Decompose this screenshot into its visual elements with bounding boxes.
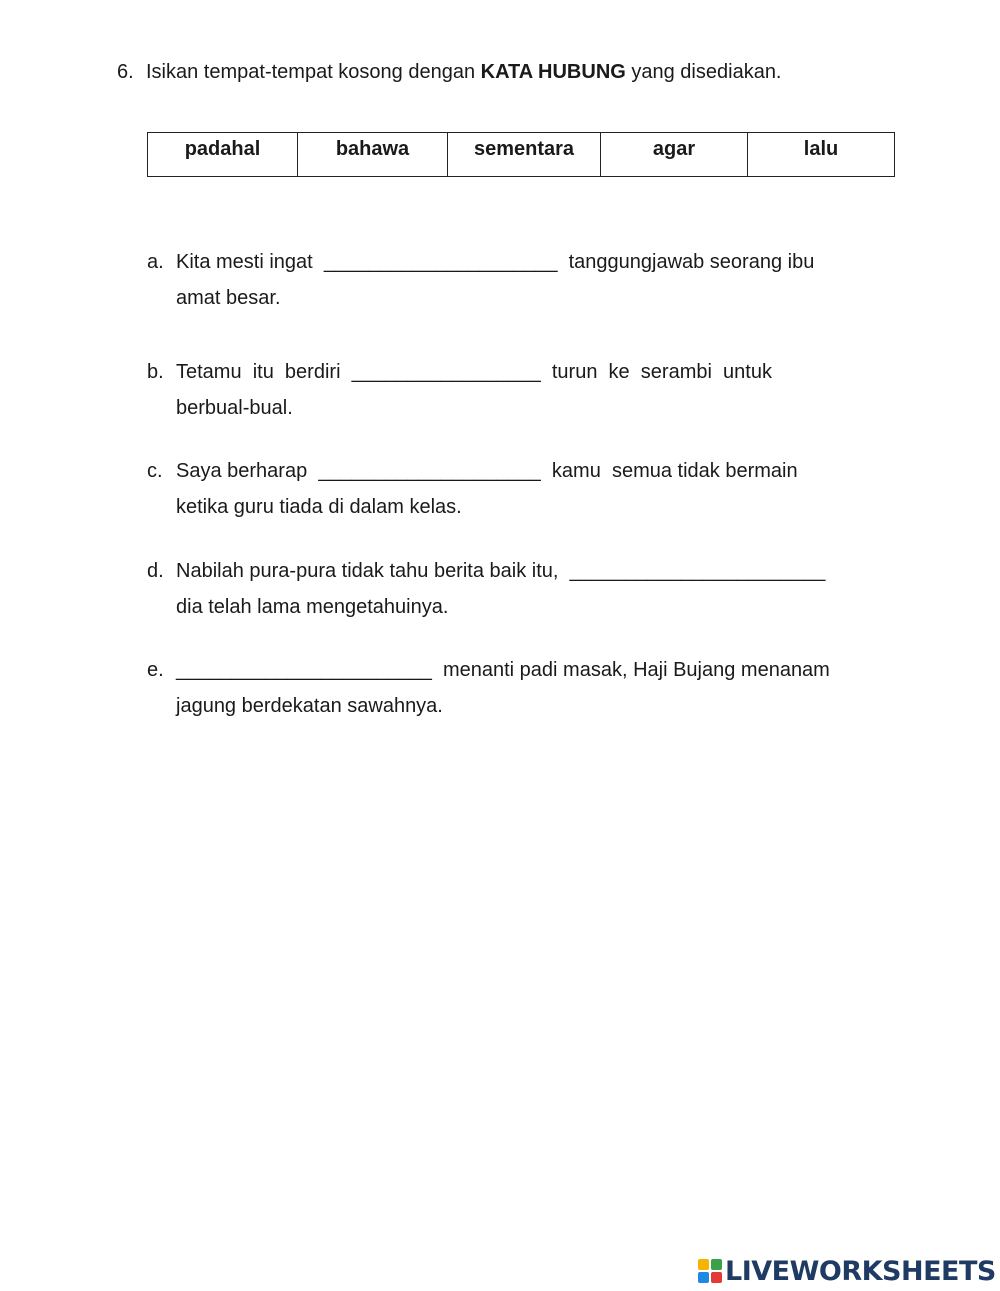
- word-bank-cell-padahal: padahal: [148, 133, 298, 177]
- item-continuation: ketika guru tiada di dalam kelas.: [176, 496, 462, 518]
- word-bank-cell-bahawa: bahawa: [298, 133, 448, 177]
- item-text-after: kamu semua tidak bermain: [551, 460, 798, 482]
- item-continuation: berbual-bual.: [176, 397, 293, 419]
- item-c: [147, 453, 798, 525]
- question-text-before: Isikan tempat-tempat kosong dengan: [146, 61, 481, 83]
- item-text-before: Kita mesti ingat: [176, 251, 313, 273]
- item-continuation: dia telah lama mengetahuinya.: [176, 596, 449, 618]
- logo-square-red: [711, 1272, 722, 1283]
- item-text-before: Tetamu itu berdiri: [176, 361, 341, 383]
- item-letter: c.: [147, 460, 163, 482]
- answer-blank-b[interactable]: _________________: [351, 361, 541, 383]
- word-bank-table: [147, 132, 895, 177]
- answer-blank-a[interactable]: _____________________: [323, 251, 558, 273]
- logo-square-yellow: [698, 1259, 709, 1270]
- answer-blank-d[interactable]: _______________________: [569, 560, 826, 582]
- item-b: [147, 354, 772, 426]
- item-a: [147, 244, 814, 316]
- question-heading: [117, 59, 782, 85]
- item-text-after: menanti padi masak, Haji Bujang menanam: [442, 659, 830, 681]
- word-bank-cell-lalu: lalu: [748, 133, 895, 177]
- item-text-before: Nabilah pura-pura tidak tahu berita baik itu,: [176, 560, 559, 582]
- answer-blank-e[interactable]: _______________________: [176, 659, 432, 681]
- item-text-before: Saya berharap: [176, 460, 308, 482]
- liveworksheets-logo: [698, 1256, 996, 1286]
- question-number: 6.: [117, 61, 134, 83]
- item-continuation: jagung berdekatan sawahnya.: [176, 695, 443, 717]
- item-d: [147, 553, 825, 625]
- item-letter: d.: [147, 560, 164, 582]
- item-e: [147, 652, 830, 724]
- word-bank-cell-sementara: sementara: [448, 133, 601, 177]
- item-letter: e.: [147, 659, 164, 681]
- item-text-after: turun ke serambi untuk: [551, 361, 772, 383]
- item-letter: b.: [147, 361, 164, 383]
- logo-square-green: [711, 1259, 722, 1270]
- answer-blank-c[interactable]: ____________________: [318, 460, 541, 482]
- logo-mark-icon: [698, 1259, 722, 1283]
- item-text-after: tanggungjawab seorang ibu: [568, 251, 815, 273]
- word-bank-cell-agar: agar: [601, 133, 748, 177]
- item-letter: a.: [147, 251, 164, 273]
- logo-text: LIVEWORKSHEETS: [725, 1255, 996, 1287]
- question-text-bold: KATA HUBUNG: [480, 61, 626, 83]
- item-continuation: amat besar.: [176, 287, 281, 309]
- question-text-after: yang disediakan.: [625, 61, 782, 83]
- logo-square-blue: [698, 1272, 709, 1283]
